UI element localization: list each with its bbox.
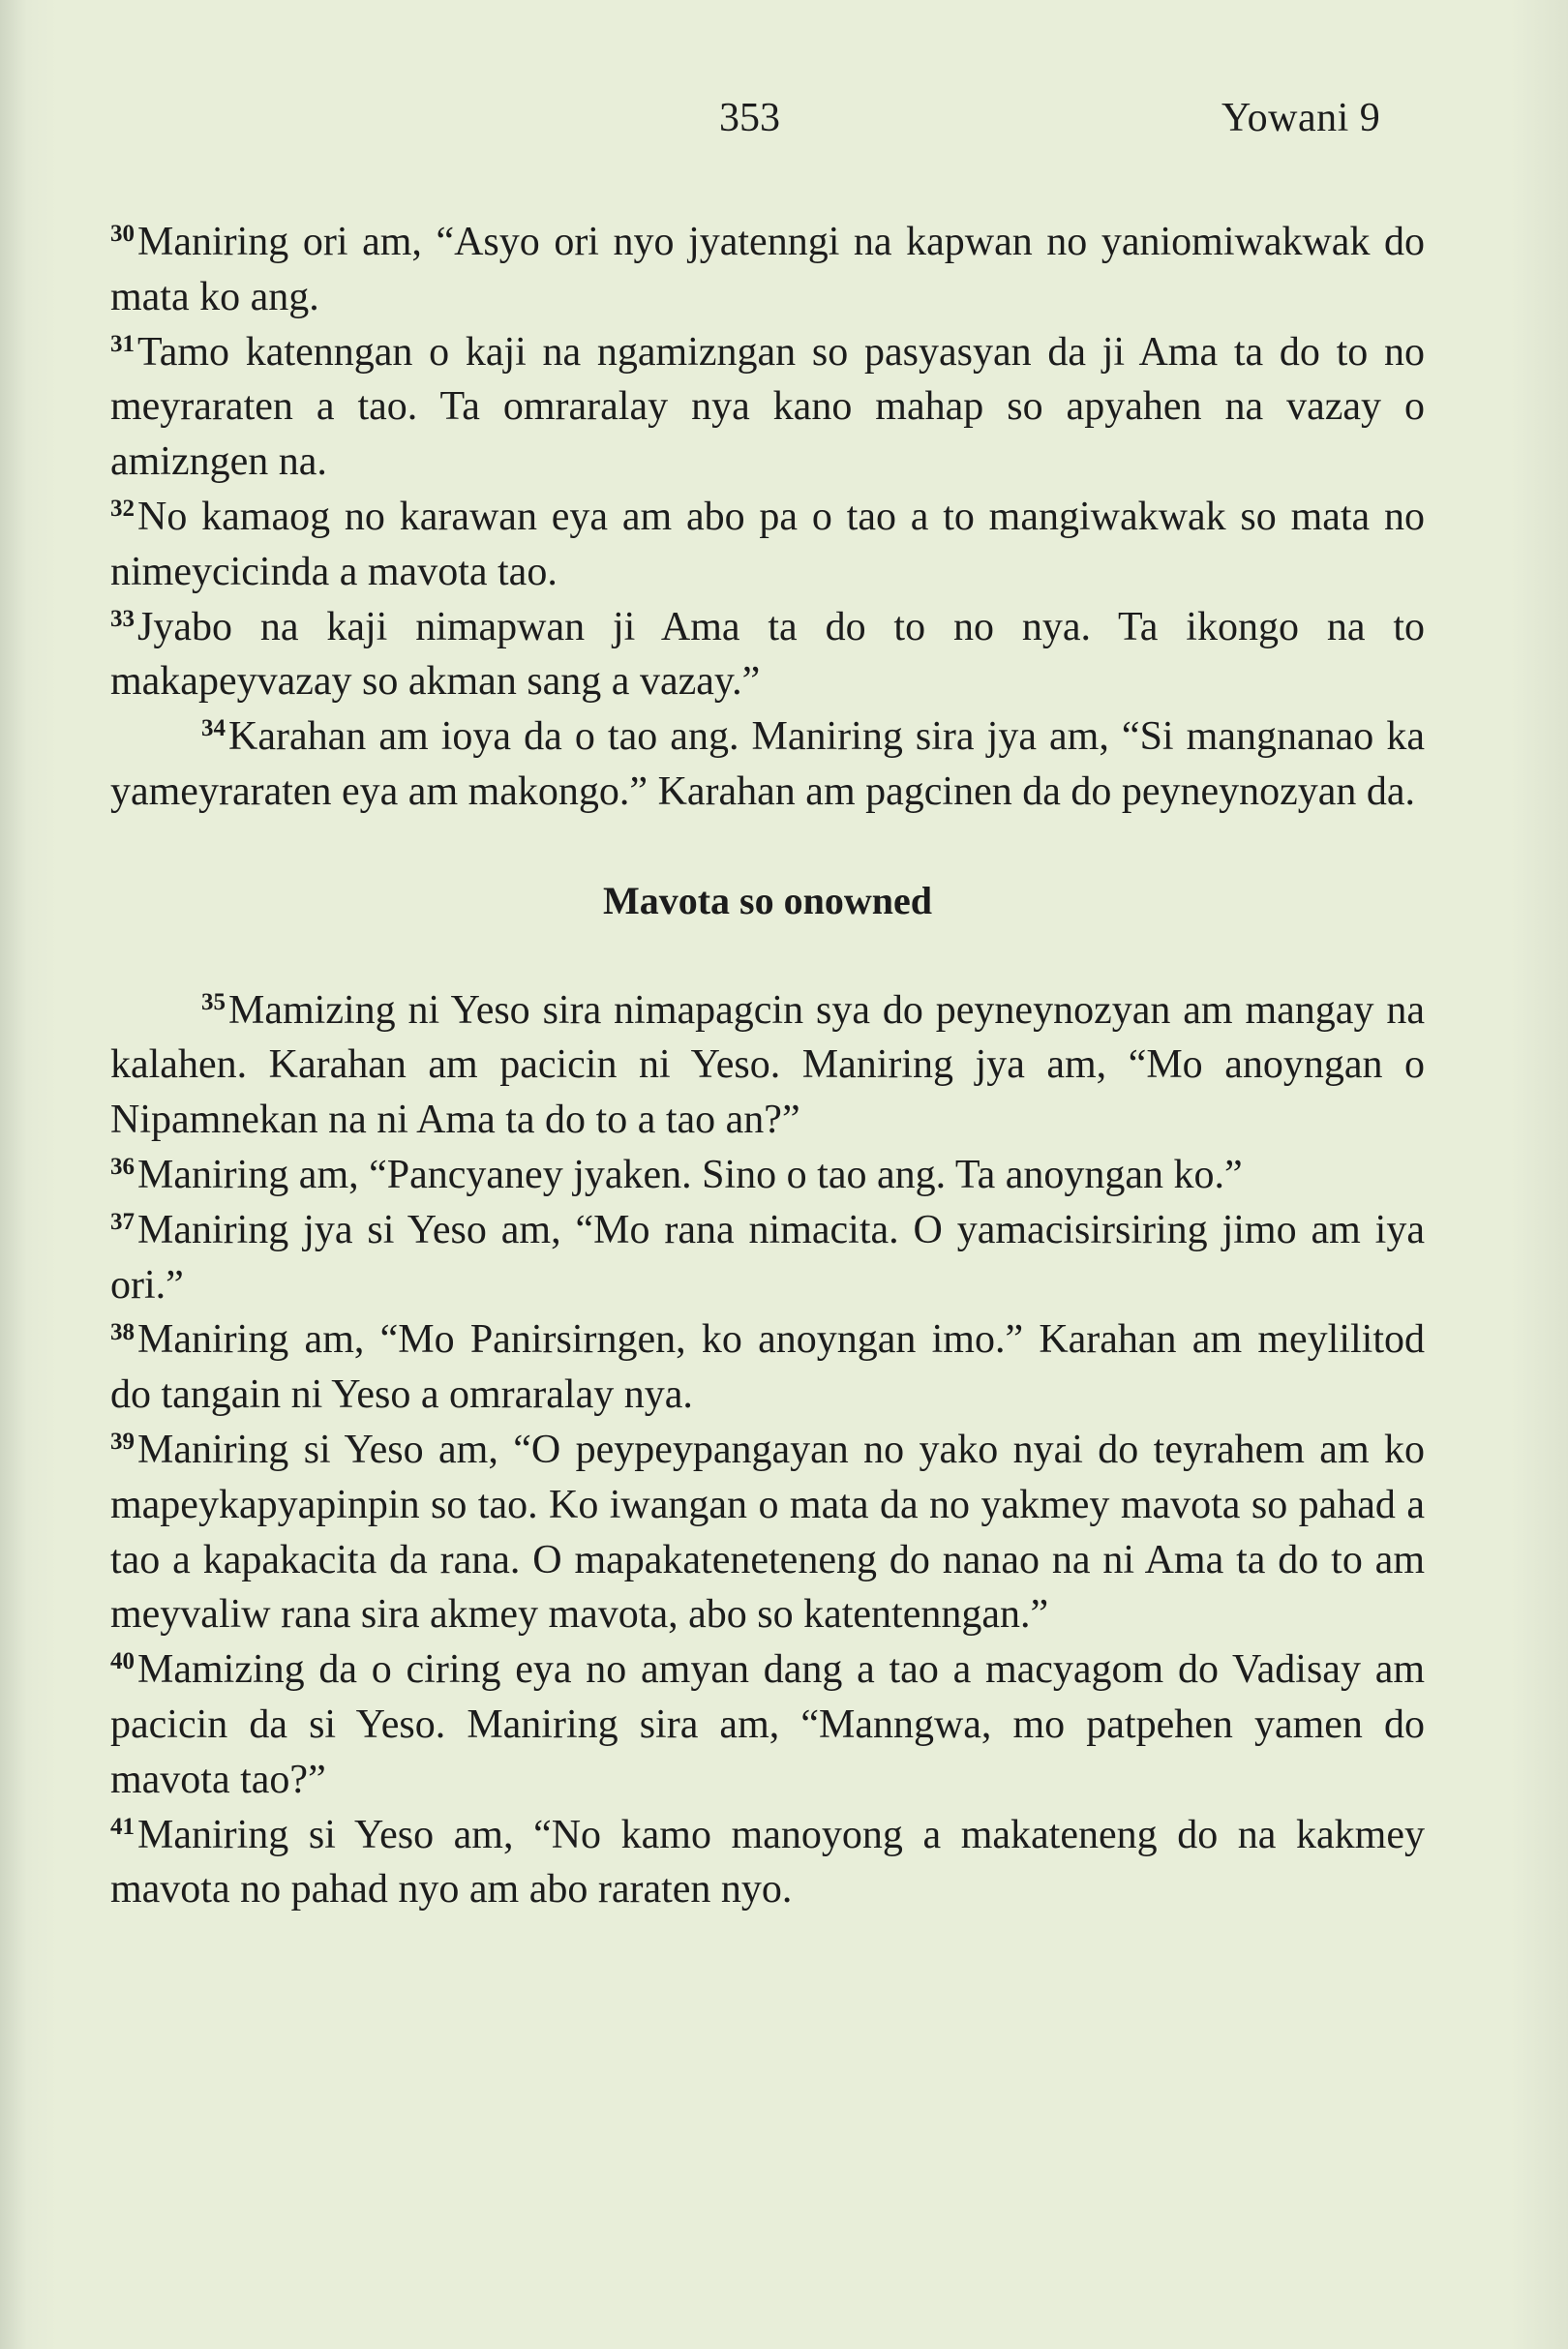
- verse-number: 37: [110, 1209, 135, 1235]
- verse-number: 38: [110, 1318, 135, 1345]
- verse-number: 39: [110, 1429, 135, 1456]
- verse-text: Jyabo na kaji nimapwan ji Ama ta do to no nya. Ta ikongo na to makapeyvazay so akman sang a vazay.”: [110, 604, 1425, 705]
- verse-text: Karahan am ioya da o tao ang. Maniring sira jya am, “Si mangnanao ka yameyraraten eya am makongo.” Karahan am pagcinen da do peyneynozyan da.: [110, 714, 1425, 814]
- page-header: [0, 95, 1568, 153]
- verse-30: [110, 215, 1425, 325]
- verse-39: [110, 1423, 1425, 1642]
- verse-text: No kamaog no karawan eya am abo pa o tao a to mangiwakwak so mata no nimeycicinda a mavota tao.: [110, 494, 1425, 594]
- running-head: Yowani 9: [1221, 96, 1381, 140]
- verse-text: Maniring si Yeso am, “No kamo manoyong a makateneng do na kakmey mavota no pahad nyo am abo raraten nyo.: [110, 1812, 1425, 1912]
- verse-number: 36: [110, 1154, 135, 1181]
- verse-40: [110, 1642, 1425, 1807]
- verse-35: [110, 983, 1425, 1148]
- verse-31: [110, 325, 1425, 490]
- verse-number: 30: [110, 221, 135, 248]
- verse-41: [110, 1808, 1425, 1918]
- verse-text: Tamo katenngan o kaji na ngamizngan so pasyasyan da ji Ama ta do to no meyraraten a tao. Ta omraralay nya kano mahap so apyahen na vazay o amizngen na.: [110, 329, 1425, 485]
- section-heading: Mavota so onowned: [602, 878, 933, 922]
- verse-text: Mamizing da o ciring eya no amyan dang a tao a macyagom do Vadisay am pacicin da si Yeso. Maniring sira am, “Manngwa, mo patpehen yamen do mavota tao?”: [110, 1647, 1425, 1802]
- verse-number: 32: [110, 496, 135, 523]
- verse-text: Maniring am, “Pancyaney jyaken. Sino o tao ang. Ta anoyngan ko.”: [137, 1152, 1243, 1197]
- verse-32: [110, 490, 1425, 600]
- verse-33: [110, 600, 1425, 710]
- verse-number: 41: [110, 1813, 135, 1840]
- verse-34: [110, 709, 1425, 820]
- verse-number: 40: [110, 1648, 135, 1675]
- verse-text: Maniring am, “Mo Panirsirngen, ko anoyngan imo.” Karahan am meylilitod do tangain ni Yeso a omraralay nya.: [110, 1317, 1425, 1418]
- verse-number: 31: [110, 330, 135, 357]
- verse-number: 35: [201, 988, 226, 1015]
- page-number: 353: [719, 96, 780, 140]
- verse-38: [110, 1312, 1425, 1423]
- verse-36: [110, 1148, 1425, 1203]
- verse-text: Mamizing ni Yeso sira nimapagcin sya do peyneynozyan am mangay na kalahen. Karahan am pacicin ni Yeso. Maniring jya am, “Mo anoyngan o Nipamnekan na ni Ama ta do to a tao an?”: [110, 987, 1425, 1143]
- verse-text: Maniring si Yeso am, “O peypeypangayan no yako nyai do teyrahem am ko mapeykapyapinpin so tao. Ko iwangan o mata da no yakmey mavota so pahad a tao a kapakacita da rana. O mapakateneteneng do nanao na ni Ama ta do to am meyvaliw rana sira akmey mavota, abo so katentenngan.”: [110, 1427, 1425, 1638]
- verse-text: Maniring jya si Yeso am, “Mo rana nimacita. O yamacisirsiring jimo am iya ori.”: [110, 1207, 1425, 1308]
- verse-text: Maniring ori am, “Asyo ori nyo jyatenngi na kapwan no yaniomiwakwak do mata ko ang.: [110, 220, 1425, 319]
- verse-number: 34: [201, 715, 226, 742]
- verse-37: [110, 1203, 1425, 1313]
- page-body: [110, 215, 1425, 1917]
- verse-number: 33: [110, 605, 135, 632]
